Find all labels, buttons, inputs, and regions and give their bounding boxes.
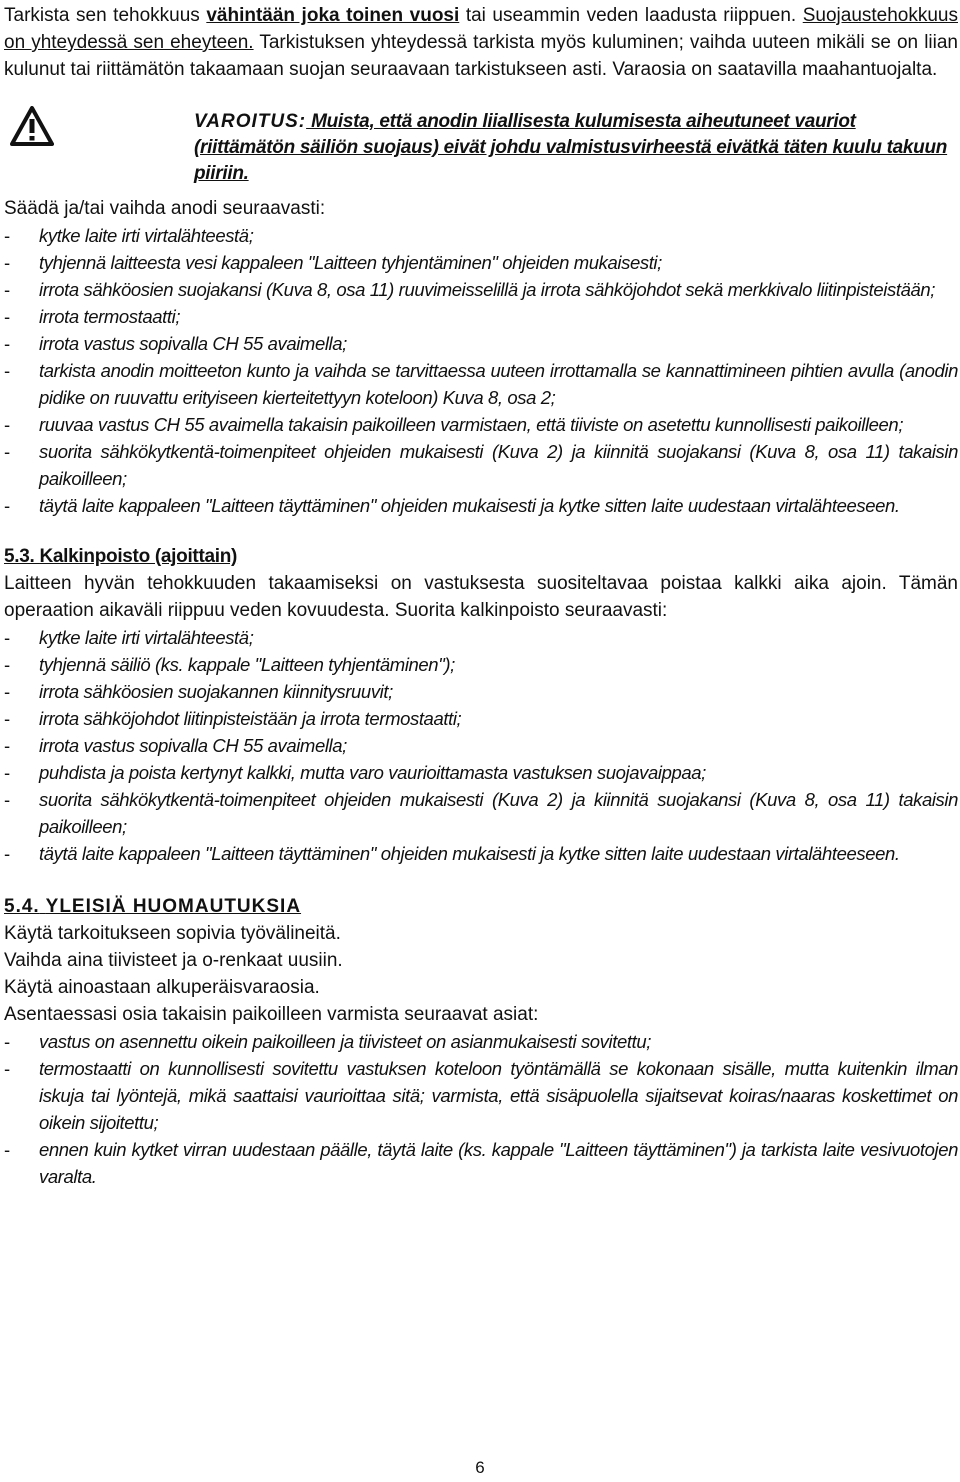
section-number: 5.4. <box>4 896 40 917</box>
general-steps-list <box>4 1028 958 1190</box>
descaling-steps-list <box>4 624 958 867</box>
list-item: - irrota sähköosien suojakannen kiinnitysruuvit; <box>4 678 958 705</box>
list-item: - tyhjennä säiliö (ks. kappale "Laitteen tyhjentäminen"); <box>4 651 958 678</box>
anode-steps-list <box>4 222 958 519</box>
list-item: - täytä laite kappaleen "Laitteen täyttäminen" ohjeiden mukaisesti ja kytke sitten laite uudestaan virtalähteeseen. <box>4 840 958 867</box>
list-item: - vastus on asennettu oikein paikoilleen ja tiivisteet on asianmukaisesti sovitettu; <box>4 1028 958 1055</box>
section-title-text: YLEISIÄ HUOMAUTUKSIA <box>45 896 302 917</box>
list-item: - suorita sähkökytkentä-toimenpiteet ohjeiden mukaisesti (Kuva 2) ja kiinnitä suojakansi (Kuva 8, osa 11) takaisin paikoilleen; <box>4 438 958 492</box>
list-item: - suorita sähkökytkentä-toimenpiteet ohjeiden mukaisesti (Kuva 2) ja kiinnitä suojakansi (Kuva 8, osa 11) takaisin paikoilleen; <box>4 786 958 840</box>
section-title-general <box>4 893 958 920</box>
list-item: - irrota termostaatti; <box>4 303 958 330</box>
list-item: - irrota vastus sopivalla CH 55 avaimella; <box>4 330 958 357</box>
general-line: Käytä ainoastaan alkuperäisvaraosia. <box>4 977 320 998</box>
warning-triangle-icon <box>4 106 194 146</box>
list-item: - tarkista anodin moitteeton kunto ja vaihda se tarvittaessa uuteen irrottamalla se kannattimineen pihtien avulla (anodin pidike on ruuvattu erityiseen kierteitettyyn koteloon) Kuva 8, osa 2; <box>4 357 958 411</box>
general-line: Käytä tarkoitukseen sopivia työvälineitä. <box>4 923 341 944</box>
intro-emphasis: vähintään joka toinen vuosi <box>206 5 460 26</box>
warning-label: VAROITUS: <box>194 111 307 132</box>
warning-text <box>194 109 958 187</box>
general-line: Vaihda aina tiivisteet ja o-renkaat uusiin. <box>4 950 343 971</box>
intro-underlined-sentence: Suojaustehokkuus on yhteydessä sen eheyteen. <box>4 5 958 53</box>
intro-sentence-1-pre: Tarkista sen tehokkuus <box>4 5 207 26</box>
warning-box <box>4 106 958 187</box>
list-item: - termostaatti on kunnollisesti sovitettu vastuksen koteloon työntämällä se kokonaan sisälle, mutta kuitenkin ilman iskuja tai lyöntejä, mikä saattaisi vaurioittaa sitä; varmista, että sisäpuolella sijaitsevat koiras/naaras koskettimet on oikein sijoitettu; <box>4 1055 958 1136</box>
intro-rest: Tarkistuksen yhteydessä tarkista myös kuluminen; vaihda uuteen mikäli se on liian kulunut tai riittämätön takaamaan suojan seuraavaan tarkistukseen asti. Varaosia on saatavilla maahantuojalta. <box>4 32 958 80</box>
list-item: - irrota sähköosien suojakansi (Kuva 8, osa 11) ruuvimeisselillä ja irrota sähköjohdot sekä merkkivalo liitinpisteistään; <box>4 276 958 303</box>
intro-paragraph <box>4 2 958 83</box>
list-item: - tyhjennä laitteesta vesi kappaleen "Laitteen tyhjentäminen" ohjeiden mukaisesti; <box>4 249 958 276</box>
section-number: 5.3. <box>4 546 35 567</box>
list-item: - kytke laite irti virtalähteestä; <box>4 222 958 249</box>
page-number: 6 <box>475 1458 485 1477</box>
general-line: Asentaessasi osia takaisin paikoilleen varmista seuraavat asiat: <box>4 1004 539 1025</box>
anode-intro: Säädä ja/tai vaihda anodi seuraavasti: <box>4 198 326 219</box>
list-item: - ruuvaa vastus CH 55 avaimella takaisin paikoilleen varmistaen, että tiiviste on asetettu kunnollisesti paikoilleen; <box>4 411 958 438</box>
list-item: - puhdista ja poista kertynyt kalkki, mutta varo vaurioittamasta vastuksen suojavaippaa; <box>4 759 958 786</box>
document-page <box>4 2 958 1190</box>
descaling-intro: Laitteen hyvän tehokkuuden takaamiseksi on vastuksesta suositeltavaa poistaa kalkki aika ajoin. Tämän operaation aikaväli riippuu veden kovuudesta. Suorita kalkinpoisto seuraavasti: <box>4 573 958 621</box>
intro-sentence-1-post: tai useammin veden laadusta riippuen. <box>459 5 803 26</box>
warning-body: Muista, että anodin liiallisesta kulumisesta aiheutuneet vauriot (riittämätön säiliön suojaus) eivät johdu valmistusvirheestä eivätkä täten kuulu takuun piiriin. <box>194 111 948 184</box>
list-item: - irrota sähköjohdot liitinpisteistään ja irrota termostaatti; <box>4 705 958 732</box>
section-title-descaling <box>4 543 958 570</box>
section-title-text: Kalkinpoisto (ajoittain) <box>39 546 238 567</box>
list-item: - täytä laite kappaleen "Laitteen täyttäminen" ohjeiden mukaisesti ja kytke sitten laite uudestaan virtalähteeseen. <box>4 492 958 519</box>
list-item: - irrota vastus sopivalla CH 55 avaimella; <box>4 732 958 759</box>
list-item: - kytke laite irti virtalähteestä; <box>4 624 958 651</box>
list-item: - ennen kuin kytket virran uudestaan päälle, täytä laite (ks. kappale "Laitteen täyttäminen") ja tarkista laite vesivuotojen varalta. <box>4 1136 958 1190</box>
